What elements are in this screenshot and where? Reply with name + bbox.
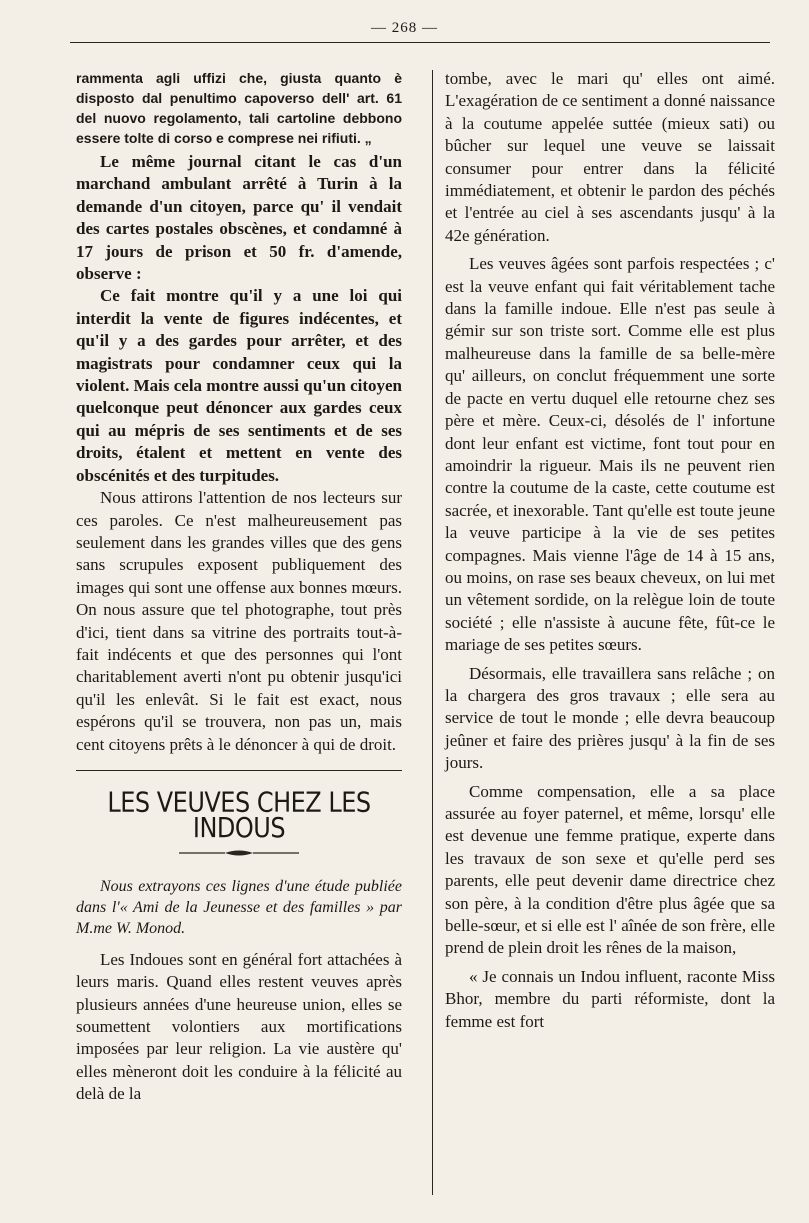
paragraph: Les Indoues sont en général fort attachées à leurs maris. Quand elles restent veuves après plusieurs années d'une heureuse union, elles se soumettent volontiers aux mortifications imposées par leur religion. La vie austère qu' elles mèneront doit les conduire à la félicité au delà de la [76, 949, 402, 1104]
column-divider [432, 70, 433, 1195]
page-number: — 268 — [371, 20, 438, 36]
left-column [76, 68, 402, 1106]
paragraph: Nous attirons l'attention de nos lecteurs sur ces paroles. Ce n'est malheureusement pas seulement dans les grandes villes que des gens sans scrupules exposent publiquement des images qui sont une offense aux bonnes mœurs. On nous assure que tel photographe, tout près d'ici, tient dans sa vitrine des portraits tout-à-fait indécents et que des personnes qui l'ont charitablement averti n'ont pu obtenir jusqu'ici qu'il les enlevât. Si le fait est exact, nous espérons qu'il se trouvera, non pas un, mais cent citoyens prêts à le dénoncer à qui de droit. [76, 488, 402, 754]
ornament-divider [179, 848, 299, 858]
header-rule [70, 42, 770, 43]
paragraph: Comme compensation, elle a sa place assurée au foyer paternel, et même, lorsqu' elle est devenue une femme pratique, experte dans les travaux de son sexe et qu'elle perd ses parents, elle peut devenir dame directrice chez son père, à la condition d'être plus âgée que sa belle-sœur, et si elle est l' aînée de son frère, elle prend de plein droit les rênes de la maison, [445, 781, 775, 958]
section-rule [76, 770, 402, 771]
italian-quote: rammenta agli uffizi che, giusta quanto è disposto dal penultimo capoverso dell' art. 61 del nuovo regolamento, tali cartoline debbono essere tolte di corso e comprese nei rifiuti. „ [76, 70, 402, 146]
section-title: LES VEUVES CHEZ LES INDOUS [107, 786, 371, 845]
intro-note: Nous extrayons ces lignes d'une étude publiée dans l'« Ami de la Jeunesse et des familles » par M.me W. Monod. [76, 877, 402, 937]
paragraph: « Je connais un Indou influent, raconte Miss Bhor, membre du parti réformiste, dont la femme est fort [445, 966, 775, 1031]
paragraph: Ce fait montre qu'il y a une loi qui interdit la vente de figures indécentes, et qu'il y a des gardes pour arrêter, et des magistrats pour condamner ceux qui la violent. Mais cela montre aussi qu'un citoyen quelconque peut dénoncer aux gardes ceux qui au mépris de ses sentiments et de ses droits, étalent et mettent en vente des obscénités et des turpitudes. [76, 286, 402, 485]
paragraph: tombe, avec le mari qu' elles ont aimé. L'exagération de ce sentiment a donné naissance à la coutume appelée suttée (mieux sati) ou bûcher sur lequel une veuve se laissait consumer pour entrer dans la félicité immédiatement, et obtenir le pardon des péchés et l'entrée au ciel à ses ascendants jusqu' à la 42e génération. [445, 69, 775, 245]
paragraph: Les veuves âgées sont parfois respectées ; c' est la veuve enfant qui fait véritablement tache dans la famille indoue. Elle n'est pas seule à gémir sur son triste sort. Comme elle est plus malheureuse dans la famille de sa belle-mère qu' ailleurs, on conclut fréquemment une sorte de pacte en vertu duquel elle retourne chez ses père et mère. Ceux-ci, désolés de l' infortune dont leur enfant est victime, font tout pour en amoindrir la rigueur. Mais ils ne peuvent rien contre la coutume de la caste, cette coutume est sacrée, et inexorable. Tant qu'elle est toute jeune la veuve participe à la vie de ses petites compagnes. Mais vienne l'âge de 14 à 15 ans, ou moins, on rase ses beaux cheveux, on lui met un vêtement sordide, on la relègue loin de toute société ; elle n'assiste à aucune fête, fût-ce le mariage de ses petites sœurs. [445, 254, 775, 655]
right-column [445, 68, 775, 1033]
paragraph: Désormais, elle travaillera sans relâche ; on la chargera des gros travaux ; elle sera au service de tout le monde ; elle devra beaucoup jeûner et faire des prières jusqu' à la fin de ses jours. [445, 663, 775, 773]
paragraph: Le même journal citant le cas d'un marchand ambulant arrêté à Turin à la demande d'un citoyen, parce qu' il vendait des cartes postales obscènes, et condamné à 17 jours de prison et 50 fr. d'amende, observe : [76, 152, 402, 284]
